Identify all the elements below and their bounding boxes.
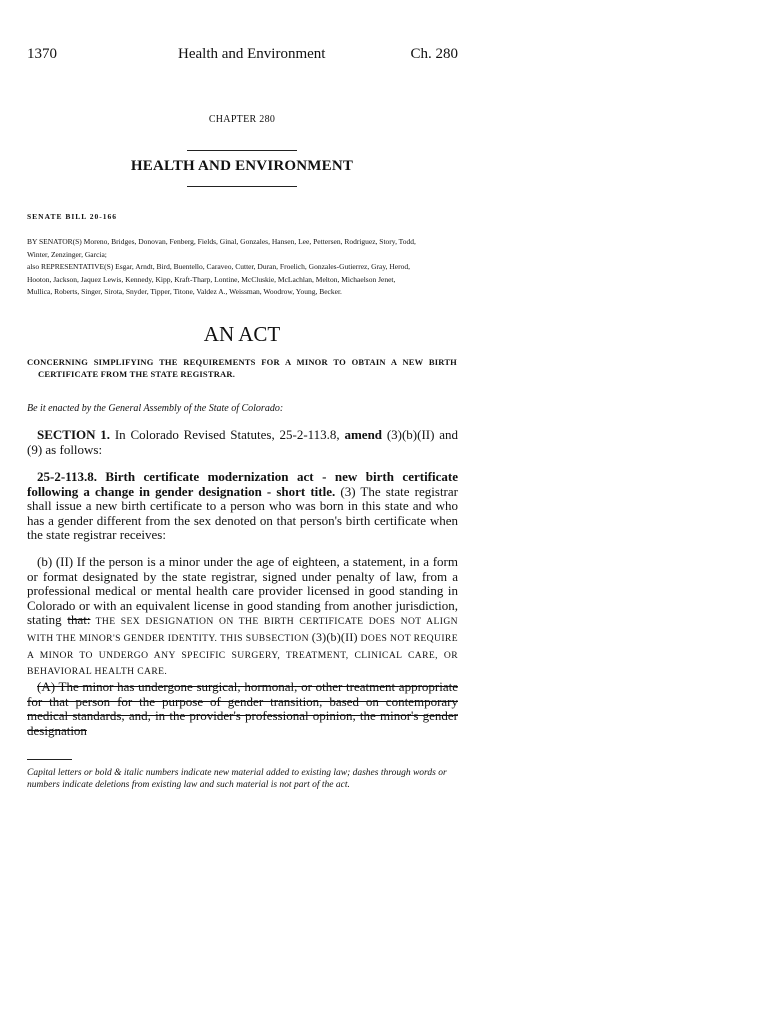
sponsors-line: Mullica, Roberts, Singer, Sirota, Snyder, Tipper, Titone, Valdez A., Weissman, Woodrow, Young, Becker. bbox=[27, 287, 342, 297]
chapter-reference: Ch. 280 bbox=[410, 46, 458, 62]
section-label: SECTION 1. bbox=[37, 427, 111, 442]
enacting-clause: Be it enacted by the General Assembly of the State of Colorado: bbox=[27, 403, 284, 414]
footnote-rule bbox=[27, 759, 72, 760]
chapter-number: CHAPTER 280 bbox=[208, 114, 276, 125]
statute-paragraph bbox=[27, 470, 458, 543]
sponsors-line: Winter, Zenzinger, Garcia; bbox=[27, 249, 107, 259]
sponsors-list bbox=[27, 236, 467, 299]
footnote: Capital letters or bold & italic numbers indicate new material added to existing law; dashes through words or numbers indicate deletions from existing law and such material is not part of the act. bbox=[27, 768, 447, 790]
sponsors-line: BY SENATOR(S) Moreno, Bridges, Donovan, Fenberg, Fields, Ginal, Gonzales, Hansen, Lee, Pettersen, Rodriguez, Story, Todd, bbox=[27, 237, 416, 246]
subsection-b-paragraph bbox=[27, 555, 458, 680]
deleted-text: that: bbox=[67, 612, 91, 628]
act-title: AN ACT bbox=[203, 322, 281, 346]
amend-keyword: amend bbox=[344, 427, 383, 442]
concerning-line: CERTIFICATE FROM THE STATE REGISTRAR. bbox=[38, 369, 236, 379]
concerning-line: CONCERNING SIMPLIFYING THE REQUIREMENTS FOR A MINOR TO OBTAIN A NEW BIRTH bbox=[27, 357, 457, 367]
subsection-text: (b) (II) If the person is a minor under the age of eighteen, a statement, in a form or format designated by the state registrar, signed under penalty of law, from a professional medical or mental health care provider licensed in good standing in Colorado or with an equivalent license in good standing from another jurisdiction, stating bbox=[27, 554, 458, 628]
new-text: THE SEX DESIGNATION ON THE BIRTH CERTIFICATE DOES NOT ALIGN WITH THE MINOR'S GENDER IDENTITY. THIS SUBSECTION bbox=[27, 616, 458, 644]
heading-bottom-rule bbox=[187, 186, 297, 187]
new-text-reference: (3)(b)(II) bbox=[311, 629, 358, 644]
statute-heading: 25-2-113.8. Birth certificate modernization act - new birth certificate following a change in gender designation - short title. bbox=[27, 469, 458, 499]
subsection-a-paragraph bbox=[27, 680, 458, 738]
page-number: 1370 bbox=[27, 46, 57, 62]
section-1-paragraph bbox=[27, 428, 458, 457]
section-text: (3)(b)(II) and (9) as follows: bbox=[27, 427, 459, 457]
bill-id: SENATE BILL 20-166 bbox=[27, 212, 117, 221]
statute-text: (3) The state registrar shall issue a new birth certificate to a person who was born in this state and who has a gender different from the sex denoted on that person's birth certificate when the state registrar receives: bbox=[27, 483, 458, 543]
running-title: Health and Environment bbox=[178, 46, 326, 62]
concerning-clause bbox=[27, 356, 457, 380]
sponsors-line: Hooton, Jackson, Jaquez Lewis, Kennedy, Kipp, Kraft-Tharp, Lontine, McCluskie, McLachlan, Melton, Michaelson Jenet, bbox=[27, 274, 396, 284]
deleted-text: (A) The minor has undergone surgical, hormonal, or other treatment appropriate for that person for the purpose of gender transition, based on contemporary medical standards, and, in the provider's professional opinion, the minor's gender designation bbox=[27, 679, 458, 738]
new-text: DOES NOT REQUIRE A MINOR TO UNDERGO ANY SPECIFIC SURGERY, TREATMENT, CLINICAL CARE, OR BEHAVIORAL HEALTH CARE. bbox=[27, 632, 458, 678]
heading-top-rule bbox=[187, 150, 297, 151]
sponsors-line: also REPRESENTATIVE(S) Esgar, Arndt, Bird, Buentello, Caraveo, Cutter, Duran, Froelich, Gonzales-Gutierrez, Gray, Herod, bbox=[27, 262, 411, 272]
section-text: In Colorado Revised Statutes, 25-2-113.8, bbox=[110, 427, 345, 442]
main-heading: HEALTH AND ENVIRONMENT bbox=[130, 158, 354, 174]
